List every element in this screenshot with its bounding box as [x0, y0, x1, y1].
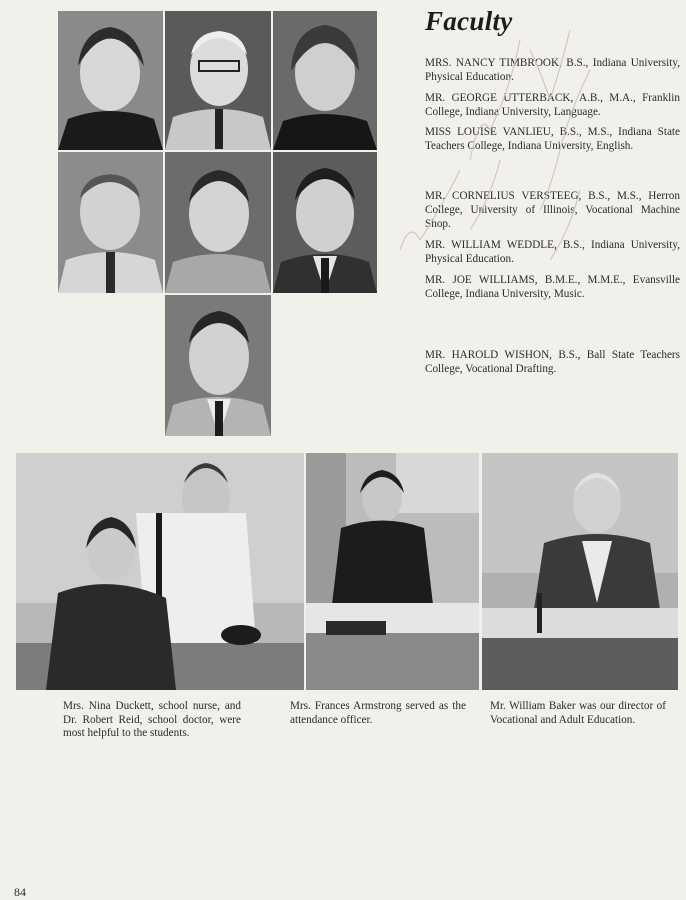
caption-attendance: Mrs. Frances Armstrong served as the attendance officer.	[290, 700, 466, 726]
portrait-vanlieu	[273, 11, 377, 150]
faculty-entry: MRS. NANCY TIMBROOK, B.S., Indiana University, Physical Education.	[425, 57, 680, 84]
faculty-entry: MR. HAROLD WISHON, B.S., Ball State Teachers College, Vocational Drafting.	[425, 349, 680, 376]
faculty-entry: MR. CORNELIUS VERSTEEG, B.S., M.S., Herron College, University of Illinois, Vocational Machine Shop.	[425, 190, 680, 231]
portrait-versteeg	[58, 152, 163, 293]
caption-vocational: Mr. William Baker was our director of Vocational and Adult Education.	[490, 700, 666, 726]
portrait-wishon	[165, 295, 271, 436]
faculty-entry: MR. JOE WILLIAMS, B.M.E., M.M.E., Evansville College, Indiana University, Music.	[425, 274, 680, 301]
faculty-entry: MR. WILLIAM WEDDLE, B.S., Indiana University, Physical Education.	[425, 239, 680, 266]
faculty-entry: MISS LOUISE VANLIEU, B.S., M.S., Indiana State Teachers College, Indiana University, English.	[425, 126, 680, 153]
photo-vocational-director	[482, 453, 678, 690]
page-title: Faculty	[425, 6, 513, 36]
caption-nurse-doctor: Mrs. Nina Duckett, school nurse, and Dr. Robert Reid, school doctor, were most helpful to the students.	[63, 700, 241, 739]
faculty-entry: MR. GEORGE UTTERBACK, A.B., M.A., Franklin College, Indiana University, Language.	[425, 92, 680, 119]
portrait-utterback	[165, 11, 271, 150]
photo-attendance-officer	[306, 453, 479, 690]
photo-nurse-doctor	[16, 453, 304, 690]
portrait-timbrook	[58, 11, 163, 150]
portrait-weddle	[165, 152, 271, 293]
page-number: 84	[14, 885, 26, 899]
portrait-williams	[273, 152, 377, 293]
